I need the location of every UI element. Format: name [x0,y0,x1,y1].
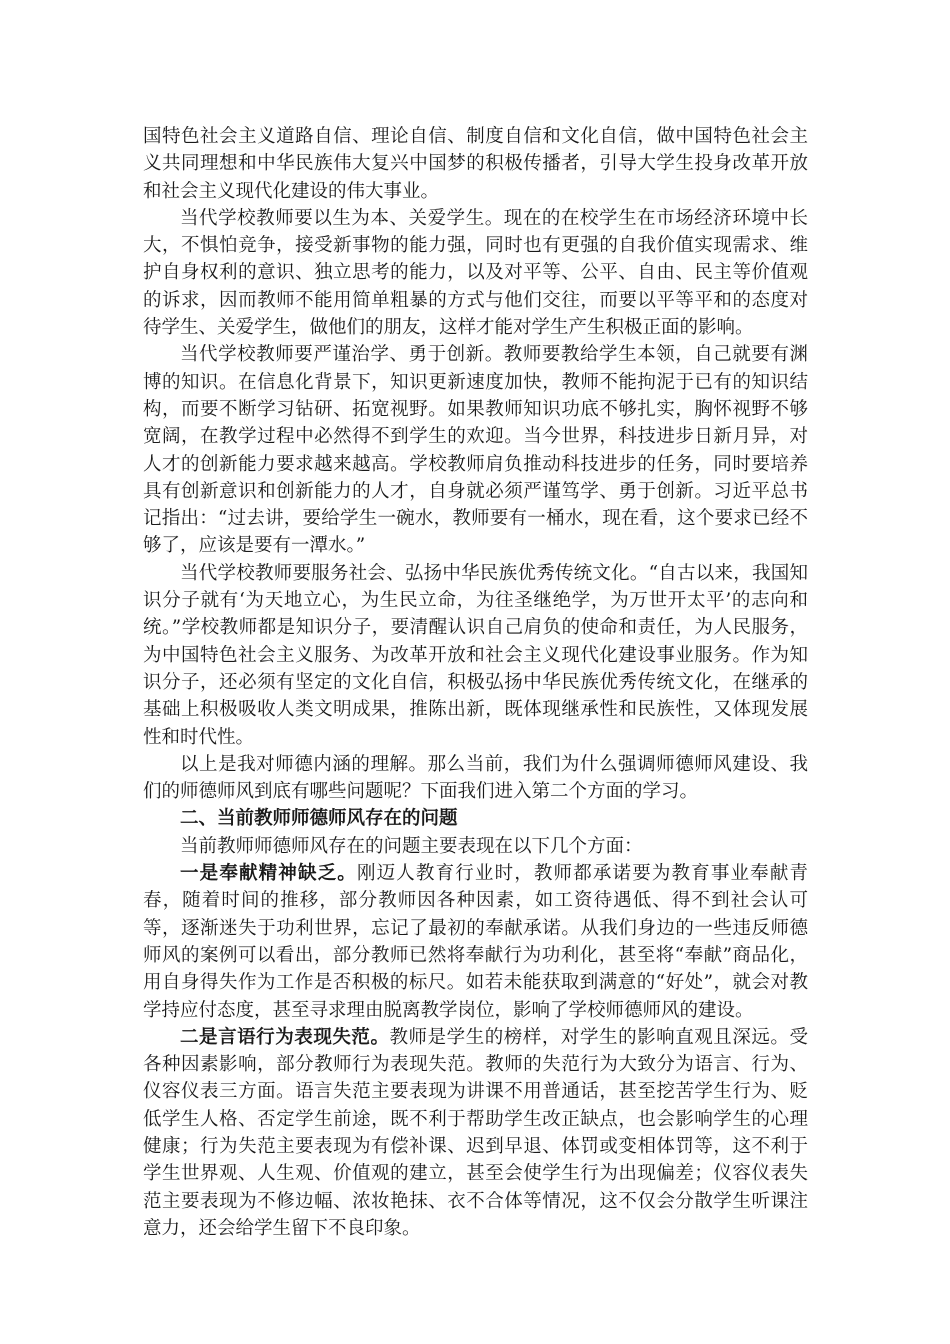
paragraph-problem-one [143,860,808,1024]
problem-one-lead: 一是奉献精神缺乏。 [180,863,357,885]
problem-two-body: 教师是学生的榜样，对学生的影响直观且深远。受各种因素影响，部分教师行为表现失范。教师的失范行为大致分为语言、行为、仪容仪表三方面。语言失范主要表现为讲课不用普通话，甚至挖苦学生行为、贬低学生人格、否定学生前途，既不利于帮助学生改正缺点，也会影响学生的心理健康；行为失范主要表现为有偿补课、迟到早退、体罚或变相体罚等，这不利于学生世界观、人生观、价值观的建立，甚至会使学生行为出现偏差；仪容仪表失范主要表现为不修边幅、浓妆艳抹、衣不合体等情况，这不仅会分散学生听课注意力，还会给学生留下不良印象。 [143,1026,808,1239]
document-body [143,123,808,1242]
paragraph-intro-problems: 当前教师师德师风存在的问题主要表现在以下几个方面： [180,835,643,857]
paragraph-rigorous-scholarship: 当代学校教师要严谨治学、勇于创新。教师要教给学生本领，自己就要有渊博的知识。在信息化背景下，知识更新速度加快，教师不能拘泥于已有的知识结构，而要不断学习钻研、拓宽视野。如果教师知识功底不够扎实，胸怀视野不够宽阔，在教学过程中必然得不到学生的欢迎。当今世界，科技进步日新月异，对人才的创新能力要求越来越高。学校教师肩负推动科技进步的任务，同时要培养具有创新意识和创新能力的人才，自身就必须严谨笃学、勇于创新。习近平总书记指出：“过去讲，要给学生一碗水，教师要有一桶水，现在看，这个要求已经不够了，应该是要有一潭水。” [143,344,808,557]
problem-two-lead: 二是言语行为表现失范。 [180,1026,390,1048]
problem-one-body: 刚迈人教育行业时，教师都承诺要为教育事业奉献青春，随着时间的推移，部分教师因各种因素，如工资待遇低、得不到社会认可等，逐渐迷失于功利世界，忘记了最初的奉献承诺。从我们身边的一些违反师德师风的案例可以看出，部分教师已然将奉献行为功利化，甚至将“奉献”商品化，用自身得失作为工作是否积极的标尺。如若未能获取到满意的“好处”，就会对教学持应付态度，甚至寻求理由脱离教学岗位，影响了学校师德师风的建设。 [143,863,808,1021]
paragraph-problem-two [143,1024,808,1242]
section-heading: 二、当前教师师德师风存在的问题 [180,808,458,830]
paragraph-care-for-students: 当代学校教师要以生为本、关爱学生。现在的在校学生在市场经济环境中长大，不惧怕竞争，接受新事物的能力强，同时也有更强的自我价值实现需求、维护自身权利的意识、独立思考的能力，以及对平等、公平、自由、民主等价值观的诉求，因而教师不能用简单粗暴的方式与他们交往，而要以平等平和的态度对待学生、关爱学生，做他们的朋友，这样才能对学生产生积极正面的影响。 [143,207,808,339]
paragraph-continuation: 国特色社会主义道路自信、理论自信、制度自信和文化自信，做中国特色社会主义共同理想和中华民族伟大复兴中国梦的积极传播者，引导大学生投身改革开放和社会主义现代化建设的伟大事业。 [143,126,808,202]
paragraph-serve-society: 当代学校教师要服务社会、弘扬中华民族优秀传统文化。“自古以来，我国知识分子就有‘为天地立心，为生民立命，为往圣继绝学，为万世开太平’的志向和统。”学校教师都是知识分子，要清醒认识自己肩负的使命和责任，为人民服务，为中国特色社会主义服务、为改革开放和社会主义现代化建设事业服务。作为知识分子，还必须有坚定的文化自信，积极弘扬中华民族优秀传统文化，在继承的基础上积极吸收人类文明成果，推陈出新，既体现继承性和民族性，又体现发展性和时代性。 [143,562,808,748]
paragraph-transition: 以上是我对师德内涵的理解。那么当前，我们为什么强调师德师风建设、我们的师德师风到底有哪些问题呢？下面我们进入第二个方面的学习。 [143,753,808,803]
